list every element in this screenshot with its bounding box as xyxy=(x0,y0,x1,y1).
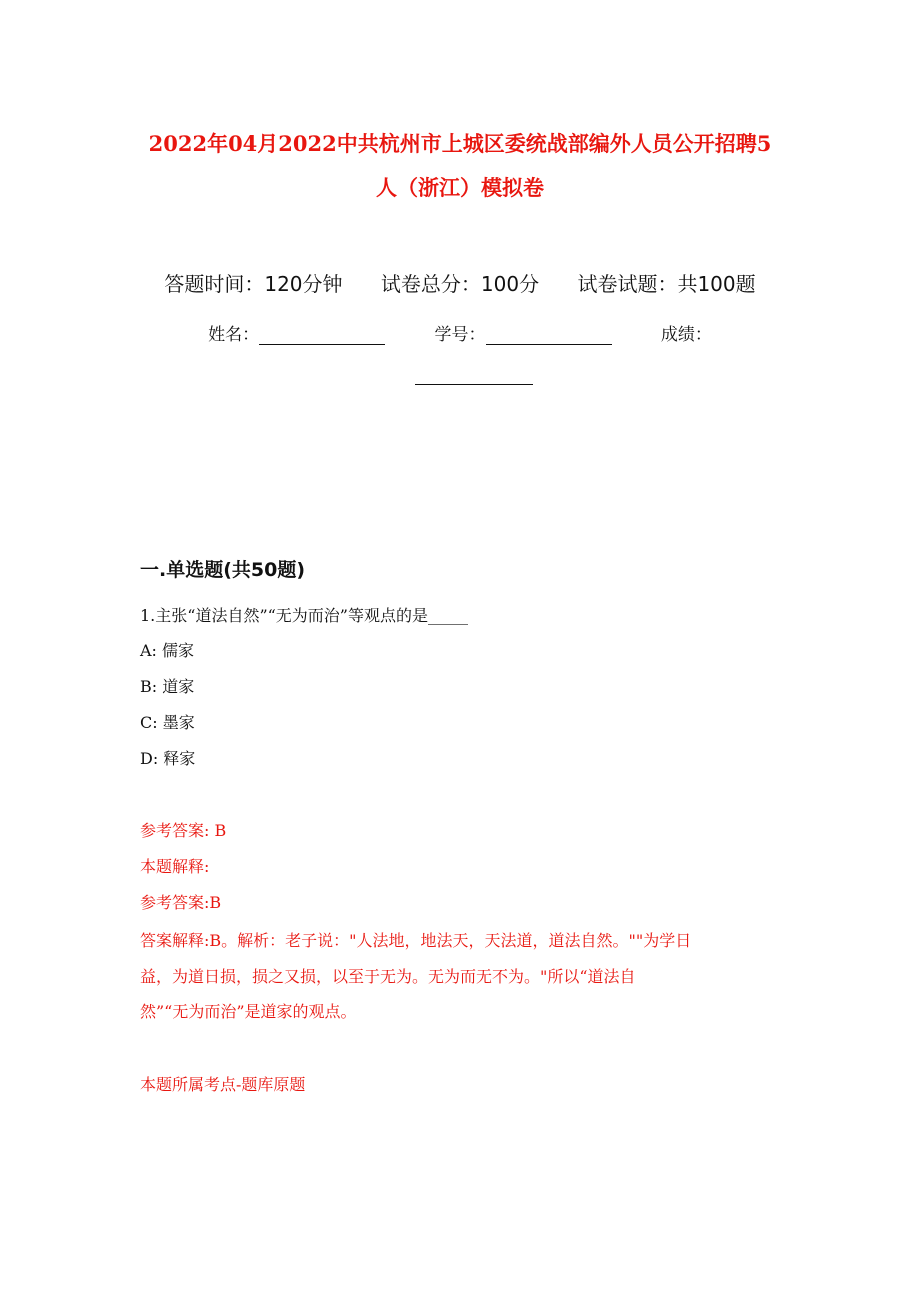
student-fields xyxy=(0,320,920,345)
grade-label: 成绩： xyxy=(660,325,712,345)
reference-answer-2: 参考答案:B xyxy=(140,893,222,912)
doc-title-line1: 2022年04月2022中共杭州市上城区委统战部编外人员公开招聘5 xyxy=(148,131,772,156)
name-blank xyxy=(259,326,385,345)
explanation-line-3: 然”“无为而治”是道家的观点。 xyxy=(140,1002,357,1021)
question-text: 1.主张“道法自然”“无为而治”等观点的是_____ xyxy=(140,606,468,625)
topic-source: 本题所属考点-题库原题 xyxy=(140,1075,306,1094)
reference-answer: 参考答案: B xyxy=(140,821,227,840)
number-field xyxy=(435,320,612,345)
name-label: 姓名： xyxy=(208,325,260,345)
option-b: B: 道家 xyxy=(140,677,195,696)
option-d: D: 释家 xyxy=(140,749,196,768)
exam-question-count: 试卷试题：共100题 xyxy=(577,272,756,296)
explanation-line-1: 答案解释:B。解析：老子说："人法地，地法天，天法道，道法自然。""为学日 xyxy=(140,931,692,950)
exam-time: 答题时间：120分钟 xyxy=(164,272,343,296)
number-label: 学号： xyxy=(434,325,486,345)
exam-meta xyxy=(0,268,920,297)
doc-title-line2: 人（浙江）模拟卷 xyxy=(376,175,544,200)
grade-blank xyxy=(415,384,533,385)
section-heading: 一.单选题(共50题) xyxy=(140,559,306,581)
explanation-line-2: 益，为道日损，损之又损，以至于无为。无为而无不为。"所以“道法自 xyxy=(140,967,636,986)
option-c: C: 墨家 xyxy=(140,713,195,732)
number-blank xyxy=(486,326,612,345)
name-field xyxy=(208,320,385,345)
exam-total-score: 试卷总分：100分 xyxy=(380,272,540,296)
option-a: A: 儒家 xyxy=(140,641,195,660)
grade-field xyxy=(661,320,712,345)
explanation-label: 本题解释: xyxy=(140,857,210,876)
